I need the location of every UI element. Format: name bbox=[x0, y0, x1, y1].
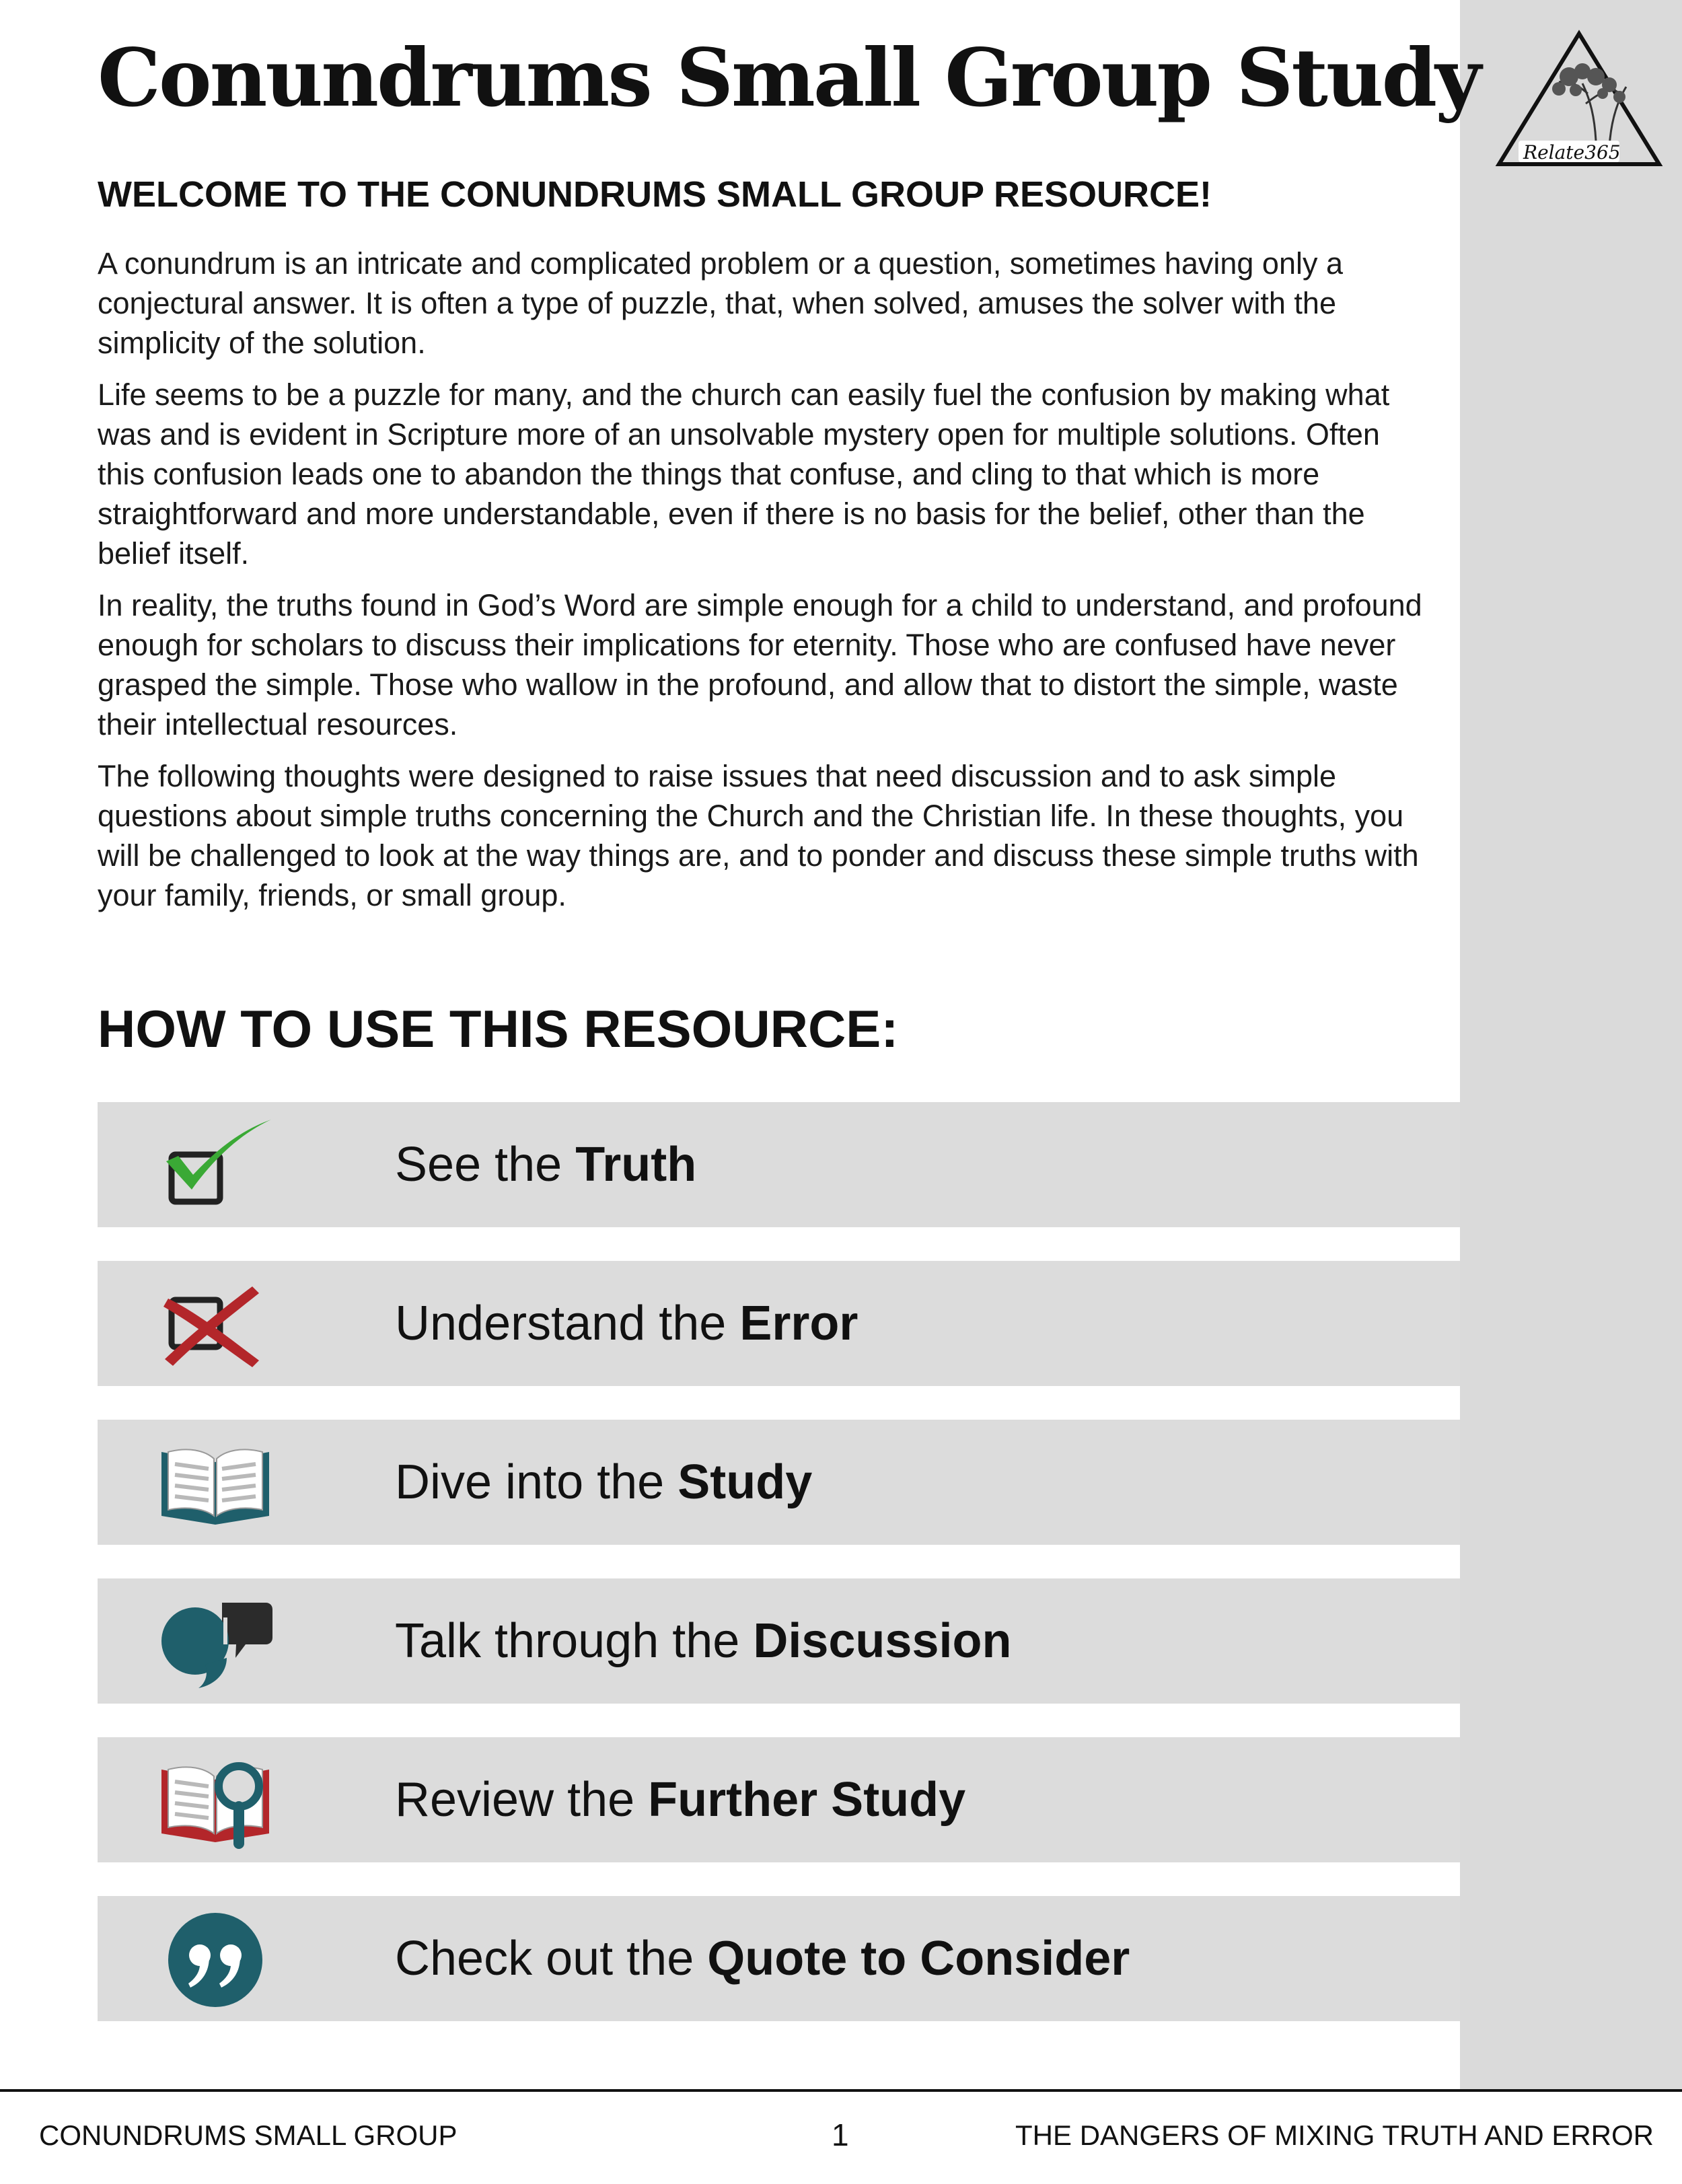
footer-divider bbox=[0, 2089, 1682, 2092]
intro-paragraph: In reality, the truths found in God’s Word are simple enough for a child to understand, and profound enough for scholars to discuss their implications for eternity. Those who are confused have never grasped the simple. Those who wallow in the profound, and allow that to distort the simple, waste their intellectual resources. bbox=[98, 588, 1422, 741]
checkmark-icon bbox=[151, 1114, 279, 1215]
book-magnifier-icon bbox=[151, 1749, 279, 1850]
step-label: See the Truth bbox=[395, 1138, 697, 1192]
relate365-logo bbox=[1495, 30, 1663, 171]
right-sidebar-band bbox=[1460, 0, 1682, 2089]
page-title: Conundrums Small Group Study bbox=[98, 31, 1479, 124]
step-error bbox=[98, 1261, 1460, 1386]
step-label: Understand the Error bbox=[395, 1297, 858, 1350]
howto-heading: HOW TO USE THIS RESOURCE: bbox=[98, 999, 899, 1058]
step-quote bbox=[98, 1896, 1460, 2021]
intro-text bbox=[98, 244, 1426, 927]
step-further-study bbox=[98, 1737, 1460, 1862]
step-label: Review the Further Study bbox=[395, 1773, 966, 1827]
welcome-heading: WELCOME TO THE CONUNDRUMS SMALL GROUP RESOURCE! bbox=[98, 174, 1212, 215]
step-discussion bbox=[98, 1578, 1460, 1704]
step-label: Talk through the Discussion bbox=[395, 1614, 1012, 1668]
intro-paragraph: Life seems to be a puzzle for many, and the church can easily fuel the confusion by making what was and is evident in Scripture more of an unsolvable mystery open for multiple solutions. Often this confusion leads one to abandon the things that confuse, and cling to that which is more straightforward and more understandable, even if there is no basis for the belief, other than the belief itself. bbox=[98, 377, 1390, 571]
footer-right: THE DANGERS OF MIXING TRUTH AND ERROR bbox=[1015, 2119, 1654, 2151]
page-number: 1 bbox=[832, 2117, 849, 2152]
quote-icon bbox=[151, 1908, 279, 2009]
x-mark-icon bbox=[151, 1273, 279, 1374]
step-truth bbox=[98, 1102, 1460, 1227]
logo-text: Relate365 bbox=[1523, 141, 1621, 163]
step-label: Check out the Quote to Consider bbox=[395, 1932, 1130, 1986]
open-book-icon bbox=[151, 1432, 279, 1533]
footer-left: CONUNDRUMS SMALL GROUP bbox=[39, 2119, 458, 2151]
step-study bbox=[98, 1420, 1460, 1545]
speech-bubbles-icon bbox=[151, 1591, 279, 1691]
intro-paragraph: A conundrum is an intricate and complicated problem or a question, sometimes having only a conjectural answer. It is often a type of puzzle, that, when solved, amuses the solver with the simplicity of the solution. bbox=[98, 246, 1343, 360]
step-label: Dive into the Study bbox=[395, 1455, 813, 1509]
intro-paragraph: The following thoughts were designed to raise issues that need discussion and to ask simple questions about simple truths concerning the Church and the Christian life. In these thoughts, you will be challenged to look at the way things are, and to ponder and discuss these simple truths with your family, friends, or small group. bbox=[98, 759, 1419, 912]
